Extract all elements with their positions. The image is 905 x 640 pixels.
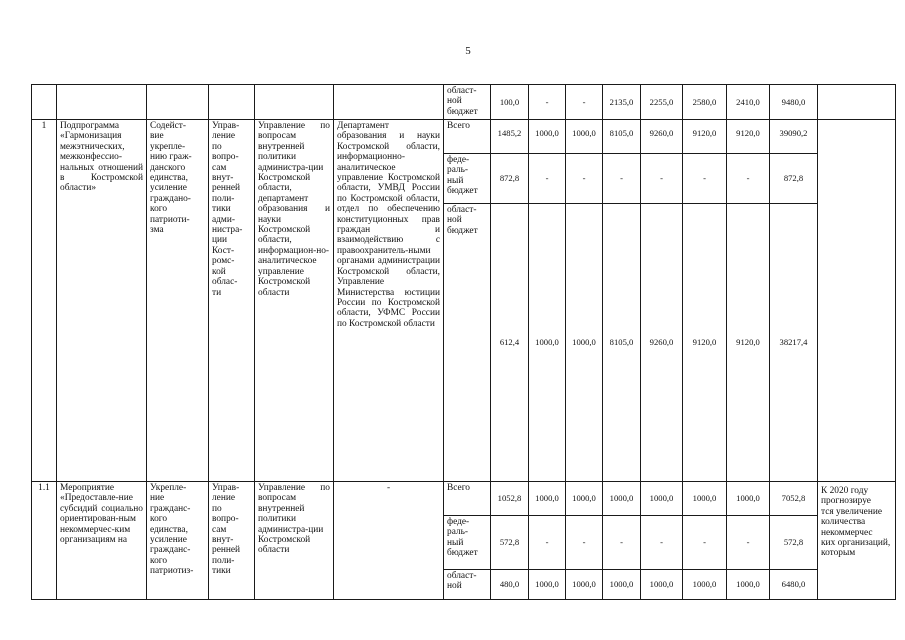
cell-goal: Содейст- вие укрепле- нию граж- данского единства, усиление граждано- кого патриоти- зма — [147, 120, 209, 482]
cell-value: 1000,0 — [641, 570, 683, 600]
cell-value: 6480,0 — [770, 570, 818, 600]
cell-value: 1000,0 — [727, 570, 770, 600]
cell-num — [32, 85, 57, 120]
cell-value: 39090,2 — [770, 120, 818, 154]
cell-value: 872,8 — [491, 154, 529, 204]
cell-value: 480,0 — [491, 570, 529, 600]
cell-value: 9120,0 — [683, 120, 727, 154]
cell-value: - — [683, 516, 727, 570]
table-row — [32, 482, 896, 516]
cell-value: 8105,0 — [603, 120, 641, 154]
cell-value: 1000,0 — [529, 120, 566, 154]
cell-value: 1000,0 — [683, 482, 727, 516]
cell-value: - — [603, 516, 641, 570]
budget-table — [31, 84, 896, 600]
cell-value: 2580,0 — [683, 85, 727, 120]
cell-name: Мероприятие «Предоставле-ние субсидий социально ориентирован-ным некоммерчес-ким организациям на — [57, 482, 147, 600]
cell-value: 1000,0 — [683, 570, 727, 600]
cell-coordinator — [209, 85, 255, 120]
cell-value: 100,0 — [491, 85, 529, 120]
cell-participants — [334, 85, 444, 120]
cell-value: - — [603, 154, 641, 204]
table-row — [32, 120, 896, 154]
cell-value: 1000,0 — [529, 204, 566, 482]
cell-value: 1052,8 — [491, 482, 529, 516]
cell-value: 7052,8 — [770, 482, 818, 516]
cell-participants: - — [334, 482, 444, 600]
cell-value: 8105,0 — [603, 204, 641, 482]
cell-value: 9260,0 — [641, 120, 683, 154]
cell-value: 1000,0 — [603, 570, 641, 600]
cell-value: 2135,0 — [603, 85, 641, 120]
cell-result — [818, 85, 896, 120]
cell-value: 1000,0 — [641, 482, 683, 516]
cell-value: 1000,0 — [566, 482, 603, 516]
cell-value: - — [529, 85, 566, 120]
cell-num: 1.1 — [32, 482, 57, 600]
cell-participants: Департамент образования и науки Костромской области, информационно-аналитическое управление Костромской области, УМВД России по Костромской области, отдел по обеспечению конституционных прав граждан и взаимодействию с правоохранитель-ными органами администрации Костромской области, Управление Министерства юстиции России по Костромской области, УФМС России по Костромской области — [334, 120, 444, 482]
cell-value: - — [641, 516, 683, 570]
cell-value: - — [727, 154, 770, 204]
cell-value: - — [727, 516, 770, 570]
cell-goal — [147, 85, 209, 120]
cell-name — [57, 85, 147, 120]
cell-executor — [255, 85, 334, 120]
cell-value: 1000,0 — [566, 120, 603, 154]
cell-value: 1000,0 — [529, 570, 566, 600]
cell-value: 1000,0 — [603, 482, 641, 516]
page-number: 5 — [465, 45, 471, 57]
cell-value: 2410,0 — [727, 85, 770, 120]
cell-value: 1000,0 — [529, 482, 566, 516]
cell-value: 1485,2 — [491, 120, 529, 154]
cell-value: 572,8 — [491, 516, 529, 570]
cell-value: 9260,0 — [641, 204, 683, 482]
cell-value: 572,8 — [770, 516, 818, 570]
cell-value: 9120,0 — [727, 204, 770, 482]
cell-result — [818, 120, 896, 482]
cell-coordinator: Управ- ление по вопро- сам внут- ренней поли- тики — [209, 482, 255, 600]
cell-goal: Укрепле- ние гражданс- кого единства, усиление гражданс- кого патриотиз- — [147, 482, 209, 600]
cell-value: - — [641, 154, 683, 204]
cell-value: 1000,0 — [727, 482, 770, 516]
cell-executor: Управление по вопросам внутренней политики администра-ции Костромской области, департамент образования и науки Костромской области, информацион-но-аналитическое управление Костромской области — [255, 120, 334, 482]
cell-executor: Управление по вопросам внутренней политики администра-ции Костромской области — [255, 482, 334, 600]
cell-value: - — [683, 154, 727, 204]
cell-value: - — [529, 516, 566, 570]
cell-value: - — [566, 154, 603, 204]
cell-result: К 2020 году прогнозируе тся увеличение количества некоммерчес ких организаций, которым — [818, 482, 896, 600]
cell-value: 9120,0 — [727, 120, 770, 154]
cell-value: 38217,4 — [770, 204, 818, 482]
cell-num: 1 — [32, 120, 57, 482]
cell-value: - — [566, 516, 603, 570]
cell-funding-source: област- ной бюджет — [444, 85, 491, 120]
cell-value: 9120,0 — [683, 204, 727, 482]
cell-value: - — [529, 154, 566, 204]
cell-value: 1000,0 — [566, 570, 603, 600]
cell-name: Подпрограмма «Гармонизация межэтнических, межконфессио-нальных отношений в Костромской области» — [57, 120, 147, 482]
cell-value: - — [566, 85, 603, 120]
cell-funding-source: област- ной бюджет — [444, 204, 491, 482]
cell-coordinator: Управ- ление по вопро- сам внут- ренней поли- тики адми- нистра- ции Кост- ромс- кой облас- ти — [209, 120, 255, 482]
cell-value: 612,4 — [491, 204, 529, 482]
cell-funding-source: област- ной — [444, 570, 491, 600]
table-row — [32, 85, 896, 120]
cell-funding-source: феде- раль- ный бюджет — [444, 154, 491, 204]
cell-value: 2255,0 — [641, 85, 683, 120]
cell-value: 9480,0 — [770, 85, 818, 120]
cell-value: 1000,0 — [566, 204, 603, 482]
cell-funding-source: феде- раль- ный бюджет — [444, 516, 491, 570]
cell-funding-source: Всего — [444, 120, 491, 154]
cell-value: 872,8 — [770, 154, 818, 204]
cell-funding-source: Всего — [444, 482, 491, 516]
